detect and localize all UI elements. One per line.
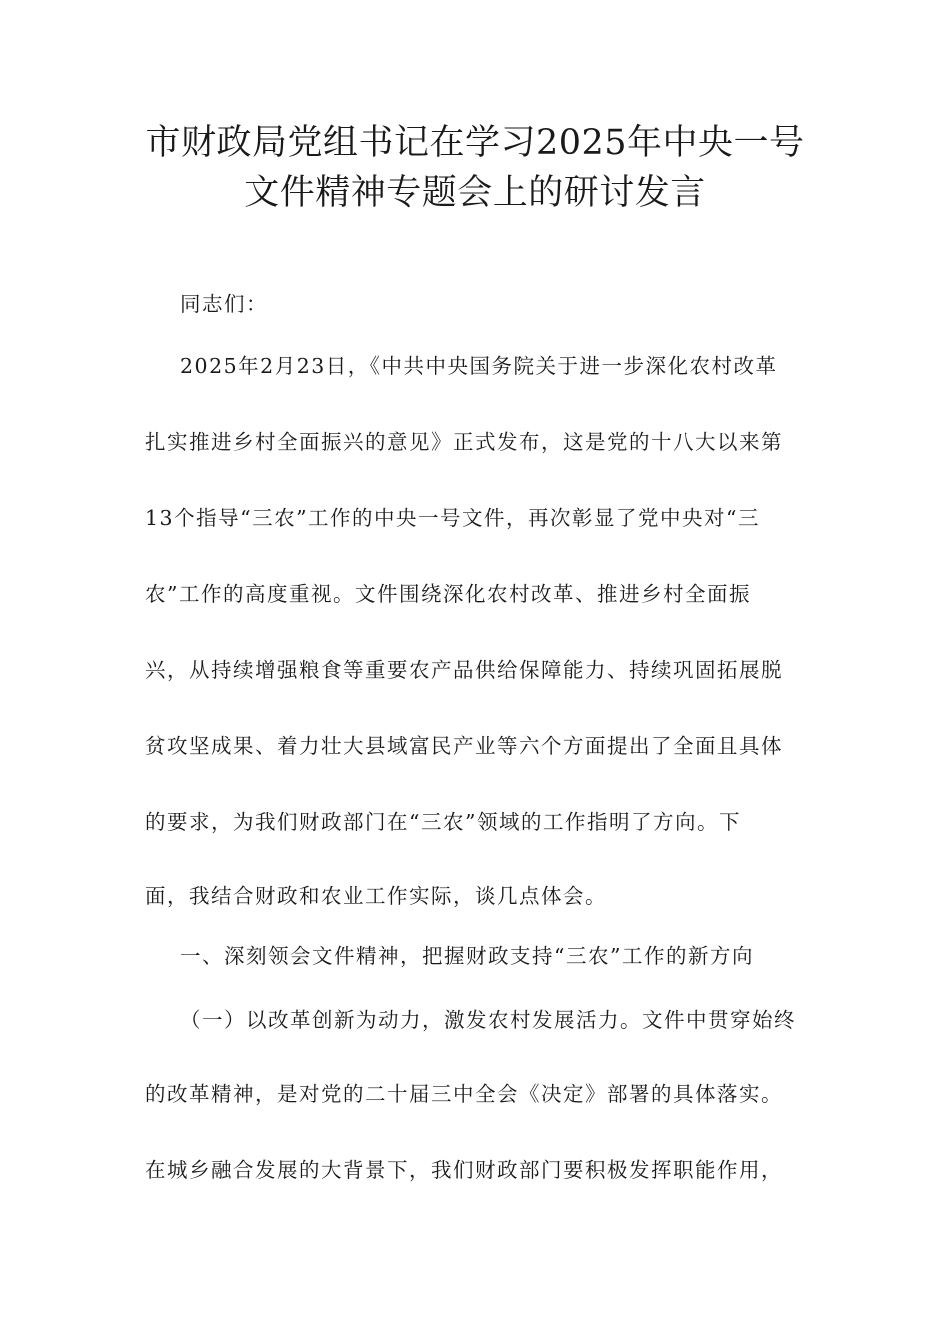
paragraph-line: 的改革精神，是对党的二十届三中全会《决定》部署的具体落实。: [145, 1082, 783, 1106]
paragraph-line: 兴，从持续增强粮食等重要农产品供给保障能力、持续巩固拓展脱: [145, 658, 783, 682]
section-heading: 一、深刻领会文件精神，把握财政支持“三农”工作的新方向: [180, 944, 754, 968]
paragraph-line: 农”工作的高度重视。文件围绕深化农村改革、推进乡村全面振: [145, 582, 751, 606]
title-line: 文件精神专题会上的研讨发言: [244, 173, 706, 213]
title-line: 市财政局党组书记在学习2025年中央一号: [145, 123, 805, 163]
paragraph-line: 扎实推进乡村全面振兴的意见》正式发布，这是党的十八大以来第: [145, 430, 783, 454]
paragraph-line: 贫攻坚成果、着力壮大县域富民产业等六个方面提出了全面且具体: [145, 734, 783, 758]
salutation: 同志们：: [180, 292, 268, 316]
paragraph-line: 在城乡融合发展的大背景下，我们财政部门要积极发挥职能作用，: [145, 1158, 783, 1182]
paragraph-line: （一）以改革创新为动力，激发农村发展活力。文件中贯穿始终: [180, 1008, 796, 1032]
paragraph-line: 面，我结合财政和农业工作实际，谈几点体会。: [145, 884, 607, 908]
document-title: [120, 118, 830, 218]
paragraph-line: 2025年2月23日，《中共中央国务院关于进一步深化农村改革: [180, 354, 778, 378]
paragraph-line: 13个指导“三农”工作的中央一号文件，再次彰显了党中央对“三: [145, 506, 761, 530]
paragraph-line: 的要求，为我们财政部门在“三农”领域的工作指明了方向。下: [145, 810, 741, 834]
